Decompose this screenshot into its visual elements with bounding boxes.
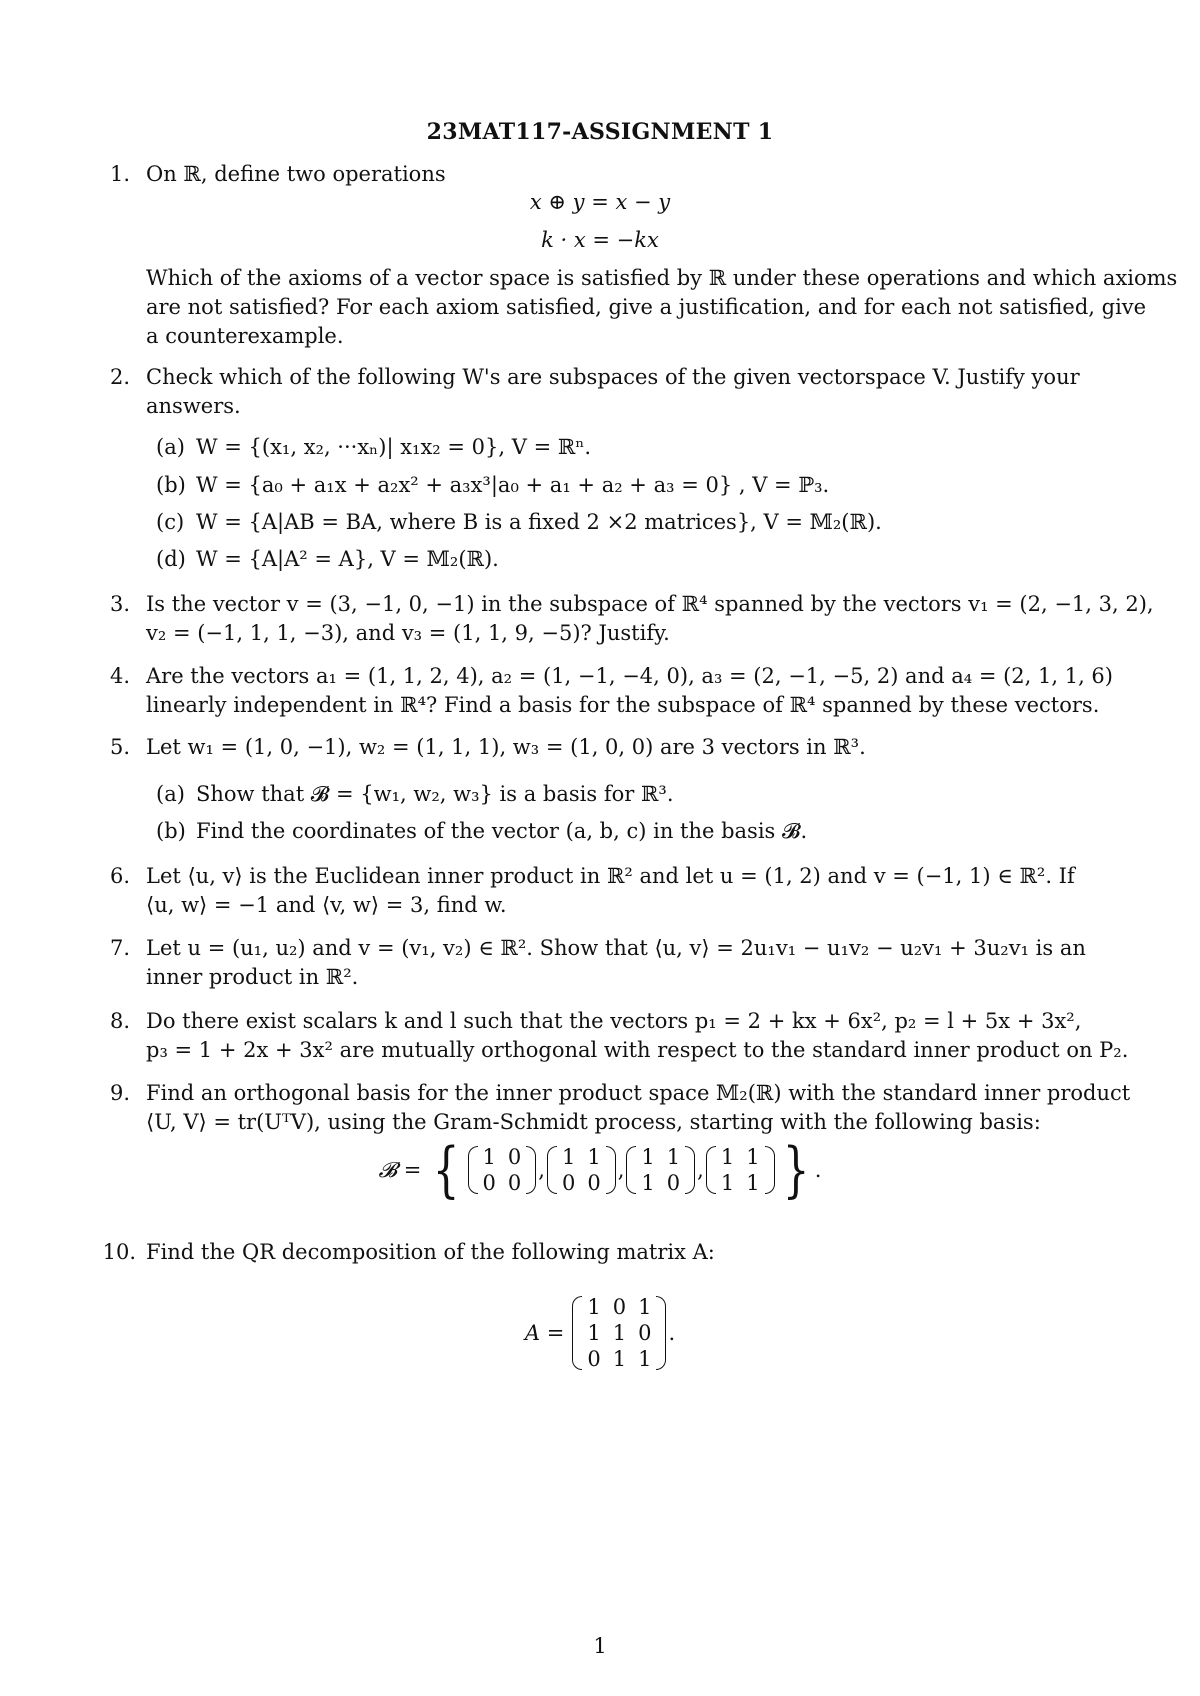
sub-text: W = {(x₁, x₂, ···xₙ)| x₁x₂ = 0}, V = ℝⁿ. xyxy=(196,435,592,459)
text-line: answers. xyxy=(146,394,241,418)
text-line: Are the vectors a₁ = (1, 1, 2, 4), a₂ = (1, −1, −4, 0), a₃ = (2, −1, −5, 2) and a₄ = (2, 1, 1, 6) xyxy=(146,664,1113,688)
matrix-label: A = xyxy=(524,1320,565,1345)
basis-matrix-4 xyxy=(706,1144,775,1196)
separator: , xyxy=(538,1157,545,1182)
matrix-cell: 0 xyxy=(666,1171,681,1195)
question-number: 6. xyxy=(109,864,130,888)
text-line: ⟨u, w⟩ = −1 and ⟨v, w⟩ = 3, find w. xyxy=(146,893,507,917)
period: . xyxy=(668,1320,676,1345)
text-line: Do there exist scalars k and l such that the vectors p₁ = 2 + kx + 6x², p₂ = l + 5x + 3x², xyxy=(146,1009,1082,1033)
equation-2: k · x = −kx xyxy=(541,228,659,252)
question-number: 10. xyxy=(102,1240,136,1264)
matrix-cell: 1 xyxy=(720,1171,735,1195)
page-number: 1 xyxy=(593,1634,607,1658)
matrix-cell: 1 xyxy=(666,1145,681,1169)
matrix-cell: 1 xyxy=(641,1171,655,1195)
question-number: 8. xyxy=(109,1009,130,1033)
text-line: v₂ = (−1, 1, 1, −3), and v₃ = (1, 1, 9, −5)? Justify. xyxy=(146,621,670,645)
matrix-cell: 0 xyxy=(612,1295,627,1319)
text-line: Let ⟨u, v⟩ is the Euclidean inner product in ℝ² and let u = (1, 2) and v = (−1, 1) ∈ ℝ². If xyxy=(146,864,1075,888)
separator: , xyxy=(697,1157,704,1182)
matrix-a xyxy=(572,1294,666,1372)
matrix-cell: 0 xyxy=(561,1171,576,1195)
text-line: linearly independent in ℝ⁴? Find a basis for the subspace of ℝ⁴ spanned by these vectors. xyxy=(146,693,1100,717)
sub-label: (b) xyxy=(156,819,186,843)
sub-question-a xyxy=(156,433,591,462)
text-line: Find an orthogonal basis for the inner product space 𝕄₂(ℝ) with the standard inner product xyxy=(146,1081,1131,1105)
matrix-cell: 1 xyxy=(587,1295,601,1319)
matrix-cell: 0 xyxy=(507,1145,522,1169)
matrix-cell: 0 xyxy=(587,1347,601,1371)
question-number: 9. xyxy=(109,1081,130,1105)
page-title: 23MAT117-ASSIGNMENT 1 xyxy=(426,119,774,145)
sub-question-d xyxy=(156,545,499,574)
matrix-cell: 0 xyxy=(482,1171,496,1195)
sub-question-b xyxy=(156,817,807,846)
basis-matrix-1 xyxy=(468,1144,537,1196)
matrix-cell: 1 xyxy=(720,1145,735,1169)
question-number: 1. xyxy=(109,162,130,186)
matrix-cell: 0 xyxy=(587,1171,601,1195)
matrix-cell: 0 xyxy=(507,1171,522,1195)
text-line: ⟨U, V⟩ = tr(UᵀV), using the Gram-Schmidt process, starting with the following basis: xyxy=(146,1110,1041,1134)
matrix-cell: 1 xyxy=(641,1145,655,1169)
matrix-cell: 1 xyxy=(482,1145,496,1169)
matrix-cell: 1 xyxy=(587,1145,601,1169)
text-line: a counterexample. xyxy=(146,324,344,348)
sub-label: (d) xyxy=(156,547,186,571)
matrix-cell: 1 xyxy=(612,1347,627,1371)
text-line: On ℝ, define two operations xyxy=(146,162,446,186)
question-number: 7. xyxy=(109,936,130,960)
sub-text: W = {A|AB = BA, where B is a fixed 2 ×2 matrices}, V = 𝕄₂(ℝ). xyxy=(196,510,882,534)
basis-matrix-2 xyxy=(547,1144,616,1196)
sub-text: Show that 𝓑 = {w₁, w₂, w₃} is a basis for ℝ³. xyxy=(196,782,674,806)
text-line: Is the vector v = (3, −1, 0, −1) in the subspace of ℝ⁴ spanned by the vectors v₁ = (2, −1, 3, 2), xyxy=(146,592,1154,616)
text-line: Which of the axioms of a vector space is satisfied by ℝ under these operations and which axioms xyxy=(146,266,1178,290)
question-number: 2. xyxy=(109,365,130,389)
matrix-cell: 1 xyxy=(746,1145,760,1169)
sub-label: (b) xyxy=(156,473,186,497)
text-line: are not satisfied? For each axiom satisfied, give a justification, and for each not satisfied, give xyxy=(146,295,1147,319)
matrix-cell: 1 xyxy=(612,1321,627,1345)
sub-question-a xyxy=(156,780,674,809)
question-number: 3. xyxy=(109,592,130,616)
text-line: Let w₁ = (1, 0, −1), w₂ = (1, 1, 1), w₃ = (1, 0, 0) are 3 vectors in ℝ³. xyxy=(146,735,866,759)
separator: , xyxy=(617,1157,625,1182)
equation-1: x ⊕ y = x − y xyxy=(529,190,671,214)
sub-question-c xyxy=(156,508,882,537)
basis-matrix-3 xyxy=(626,1144,695,1196)
basis-expression xyxy=(0,1135,1200,1205)
right-brace: } xyxy=(782,1135,810,1205)
text-line: Check which of the following W's are subspaces of the given vectorspace V. Justify your xyxy=(146,365,1080,389)
matrix-cell: 1 xyxy=(638,1295,652,1319)
matrix-cell: 0 xyxy=(638,1321,652,1345)
sub-text: W = {A|A² = A}, V = 𝕄₂(ℝ). xyxy=(196,547,499,571)
matrix-cell: 1 xyxy=(561,1145,576,1169)
left-brace: { xyxy=(433,1135,460,1205)
period: . xyxy=(814,1157,822,1182)
sub-text: Find the coordinates of the vector (a, b, c) in the basis 𝓑. xyxy=(196,819,808,843)
question-text xyxy=(146,160,1116,189)
question-number: 4. xyxy=(109,664,130,688)
sub-label: (c) xyxy=(156,510,185,534)
sub-label: (a) xyxy=(156,435,185,459)
matrix-expression xyxy=(0,1294,1200,1372)
text-line: Let u = (u₁, u₂) and v = (v₁, v₂) ∈ ℝ². Show that ⟨u, v⟩ = 2u₁v₁ − u₁v₂ − u₂v₁ + 3u₂v₁ is an xyxy=(146,936,1086,960)
sub-label: (a) xyxy=(156,782,185,806)
matrix-cell: 1 xyxy=(746,1171,760,1195)
basis-label: 𝓑 = xyxy=(378,1157,422,1182)
matrix-cell: 1 xyxy=(587,1321,601,1345)
text-line: inner product in ℝ². xyxy=(146,965,359,989)
text-line: p₃ = 1 + 2x + 3x² are mutually orthogonal with respect to the standard inner product on P₂. xyxy=(146,1038,1129,1062)
text-line: Find the QR decomposition of the following matrix A: xyxy=(146,1240,715,1264)
question-number: 5. xyxy=(109,735,130,759)
sub-text: W = {a₀ + a₁x + a₂x² + a₃x³|a₀ + a₁ + a₂ + a₃ = 0} , V = ℙ₃. xyxy=(196,473,830,497)
sub-question-b xyxy=(156,471,829,500)
matrix-cell: 1 xyxy=(638,1347,652,1371)
